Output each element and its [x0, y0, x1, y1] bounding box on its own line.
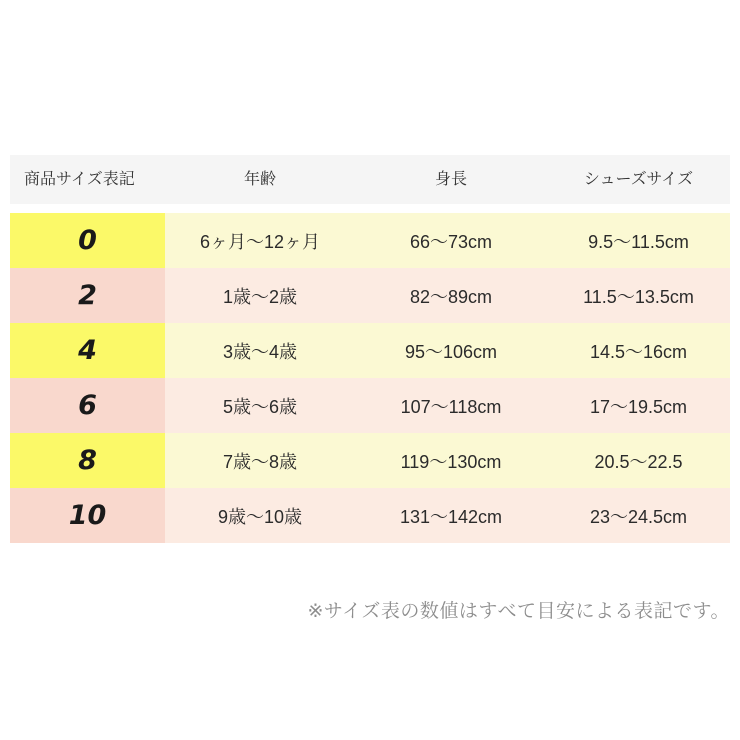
shoe-size-cell: 23〜24.5cm: [547, 488, 730, 543]
table-header-row: [10, 155, 730, 204]
table-row: [10, 488, 730, 543]
size-value-cell: 10: [10, 488, 165, 543]
age-cell: 5歳〜6歳: [165, 378, 355, 433]
table-row: [10, 433, 730, 488]
size-value-cell: 2: [10, 268, 165, 323]
size-value-cell: 0: [10, 213, 165, 268]
shoe-size-cell: 20.5〜22.5: [547, 433, 730, 488]
size-value-cell: 6: [10, 378, 165, 433]
age-cell: 9歳〜10歳: [165, 488, 355, 543]
header-shoe-size: シューズサイズ: [583, 171, 694, 188]
table-body: [10, 213, 730, 543]
shoe-size-cell: 11.5〜13.5cm: [547, 268, 730, 323]
header-product-size-label: 商品サイズ表記: [24, 171, 135, 188]
height-cell: 66〜73cm: [355, 213, 547, 268]
shoe-size-cell: 9.5〜11.5cm: [547, 213, 730, 268]
shoe-size-cell: 14.5〜16cm: [547, 323, 730, 378]
height-cell: 82〜89cm: [355, 268, 547, 323]
table-row: [10, 323, 730, 378]
age-cell: 3歳〜4歳: [165, 323, 355, 378]
table-row: [10, 378, 730, 433]
height-cell: 119〜130cm: [355, 433, 547, 488]
age-cell: 6ヶ月〜12ヶ月: [165, 213, 355, 268]
height-cell: 107〜118cm: [355, 378, 547, 433]
size-value-cell: 8: [10, 433, 165, 488]
height-cell: 131〜142cm: [355, 488, 547, 543]
header-age: 年齢: [243, 171, 276, 188]
age-cell: 1歳〜2歳: [165, 268, 355, 323]
header-height: 身長: [434, 171, 467, 188]
table-row: [10, 268, 730, 323]
age-cell: 7歳〜8歳: [165, 433, 355, 488]
height-cell: 95〜106cm: [355, 323, 547, 378]
size-value-cell: 4: [10, 323, 165, 378]
disclaimer-note: ※サイズ表の数値はすべて目安による表記です。: [307, 601, 730, 622]
size-chart-table: [10, 155, 730, 543]
shoe-size-cell: 17〜19.5cm: [547, 378, 730, 433]
table-row: [10, 213, 730, 268]
